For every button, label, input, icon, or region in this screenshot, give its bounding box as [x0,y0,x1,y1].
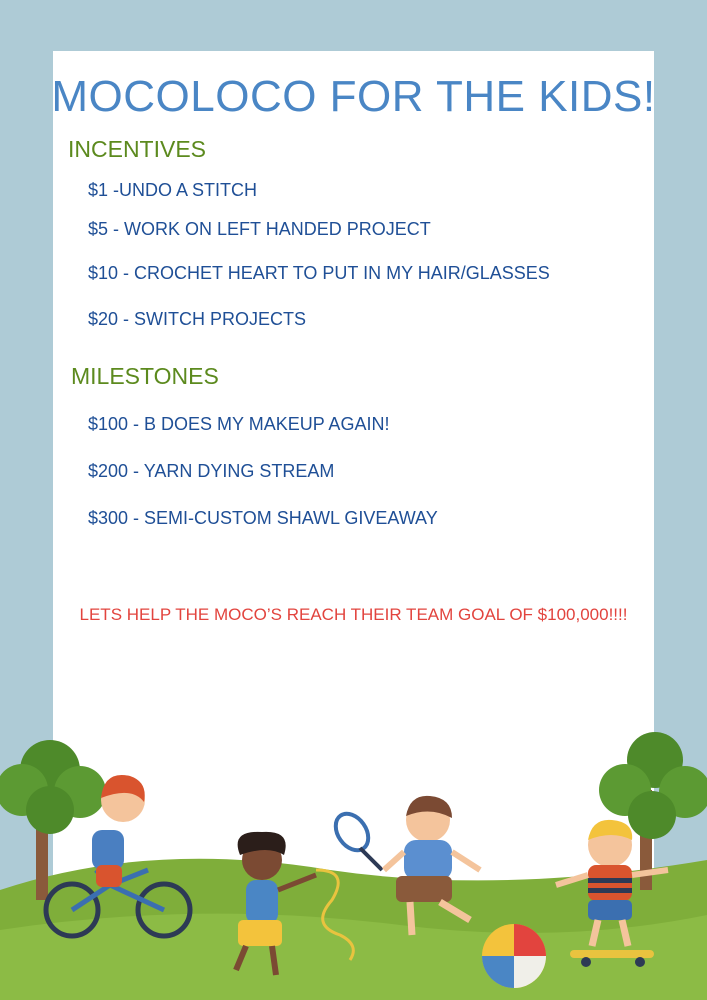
incentive-item: $10 - CROCHET HEART TO PUT IN MY HAIR/GLASSES [88,263,550,283]
incentive-item: $20 - SWITCH PROJECTS [88,309,307,329]
milestones-heading: MILESTONES [71,363,219,389]
poster-title: MOCOLOCO FOR THE KIDS! [51,72,656,121]
incentives-heading: INCENTIVES [68,136,207,162]
incentive-item: $1 -UNDO A STITCH [88,180,258,200]
milestone-item: $200 - YARN DYING STREAM [88,461,335,481]
beach-ball-icon [482,924,546,988]
kids-playing-illustration [0,720,707,1000]
milestone-item: $100 - B DOES MY MAKEUP AGAIN! [88,414,390,434]
milestone-item: $300 - SEMI-CUSTOM SHAWL GIVEAWAY [88,508,438,528]
team-goal-text: LETS HELP THE MOCO’S REACH THEIR TEAM GOAL OF $100,000!!!! [79,605,628,624]
incentive-item: $5 - WORK ON LEFT HANDED PROJECT [88,219,431,239]
